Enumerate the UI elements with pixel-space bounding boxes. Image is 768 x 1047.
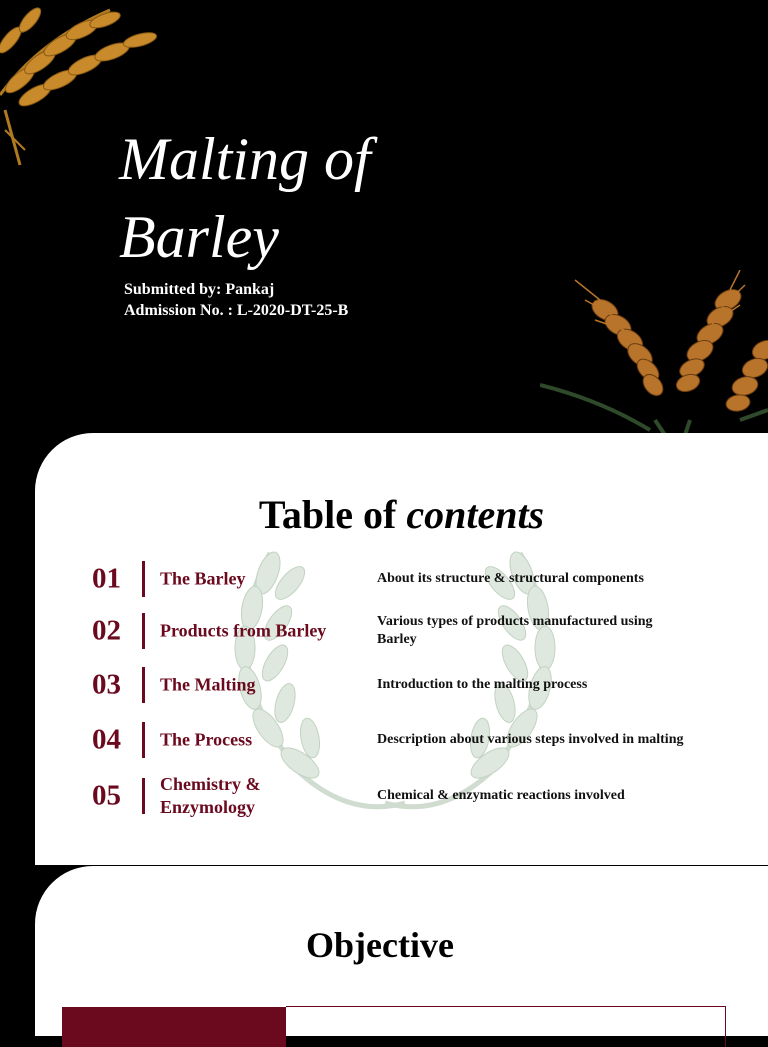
- toc-divider: [142, 613, 145, 649]
- toc-item-number: 05: [92, 779, 121, 812]
- toc-item-label: Chemistry & Enzymology: [160, 774, 261, 817]
- objective-slide: [35, 866, 768, 1036]
- toc-item-2[interactable]: [35, 606, 768, 656]
- toc-item-number: 02: [92, 614, 121, 647]
- toc-item-label: The Barley: [160, 568, 246, 589]
- toc-item-3[interactable]: [35, 660, 768, 710]
- submission-info: [124, 279, 348, 321]
- toc-heading-italic: contents: [406, 492, 545, 537]
- toc-item-label: Products from Barley: [160, 620, 327, 641]
- toc-item-5[interactable]: [35, 771, 768, 821]
- toc-item-description: Description about various steps involved in malting: [377, 732, 684, 747]
- toc-heading-plain: Table of: [258, 492, 397, 537]
- wheat-bottom-right-icon: [540, 270, 768, 440]
- toc-divider: [142, 722, 145, 758]
- toc-item-1[interactable]: [35, 554, 768, 604]
- toc-item-number: 04: [92, 723, 121, 756]
- toc-item-number: 01: [92, 562, 121, 595]
- toc-item-number: 03: [92, 668, 121, 701]
- toc-item-4[interactable]: [35, 715, 768, 765]
- toc-item-description: Introduction to the malting process: [377, 677, 588, 692]
- toc-divider: [142, 778, 145, 814]
- toc-item-label: The Process: [160, 729, 253, 750]
- toc-item-description: About its structure & structural components: [377, 571, 644, 586]
- toc-divider: [142, 667, 145, 703]
- admission-number: Admission No. : L-2020-DT-25-B: [124, 302, 349, 319]
- toc-item-description: Chemical & enzymatic reactions involved: [377, 788, 625, 803]
- title-slide: [0, 0, 768, 440]
- toc-item-label: The Malting: [160, 674, 256, 695]
- objective-heading: Objective: [306, 925, 454, 965]
- objective-content-box: [286, 1006, 726, 1047]
- submitted-by: Submitted by: Pankaj: [124, 281, 275, 298]
- toc-divider: [142, 561, 145, 597]
- objective-accent-bar: [62, 1007, 286, 1047]
- presentation-title: Malting of Barley: [119, 126, 371, 270]
- toc-item-description: Various types of products manufactured using Barley: [377, 614, 653, 647]
- table-of-contents-slide: [35, 433, 768, 865]
- toc-heading: [35, 491, 768, 538]
